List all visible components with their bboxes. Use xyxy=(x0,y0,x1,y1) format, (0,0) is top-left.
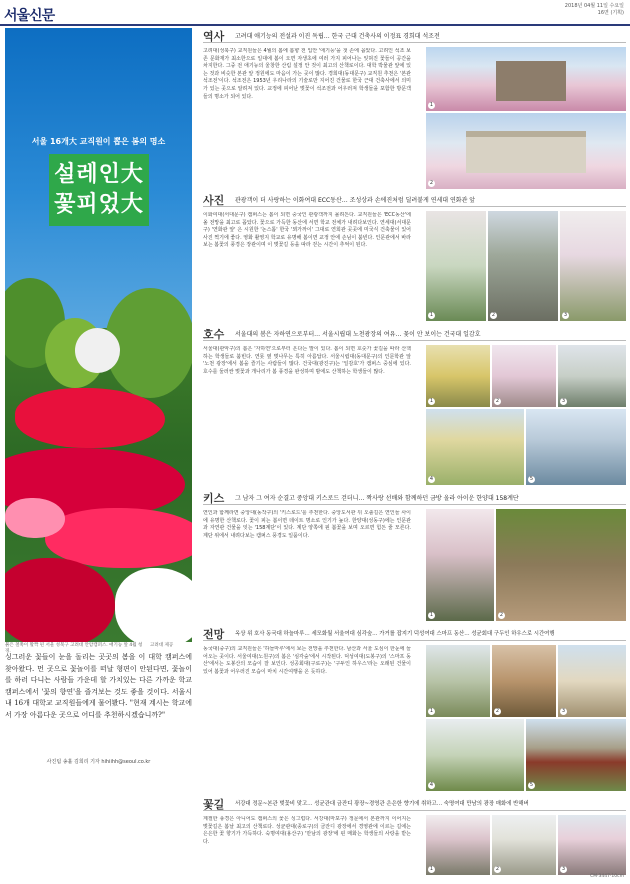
page-number: 16면 (기획) xyxy=(597,10,624,16)
photo-number: 2 xyxy=(495,866,500,872)
white-azalea xyxy=(115,568,192,642)
photo-number: 2 xyxy=(495,708,500,714)
section-tag: 키스 xyxy=(203,492,225,505)
photo-ecc xyxy=(425,210,487,322)
section-headline: 옥상 위 호사 동국대 하늘마루… 세모화월 서울여대 심각숲… 가거를 잡지기 덕성여대 스마프 동산… 성균회대 구두인 하우스로 시간여행 xyxy=(235,631,555,637)
photo-number: 1 xyxy=(429,312,434,318)
stone-hall-shape xyxy=(466,131,586,173)
photo-ahgineung xyxy=(425,46,627,112)
photo-forest xyxy=(491,644,557,718)
photo-credit: 고려대 제공 xyxy=(150,643,174,648)
section-tag: 꽃길 xyxy=(203,798,225,811)
photo-number: 3 xyxy=(561,866,566,872)
photo-number: 4 xyxy=(429,782,434,788)
photo-number: 1 xyxy=(429,398,434,404)
section-headline: 그 남자 그 여자 순결고 중앙대 키스로드 걷더니… 짝사랑 선배와 함께하던 금방 올라 아이운 한양대 158계단 xyxy=(235,495,519,502)
blossom-tree xyxy=(75,328,120,373)
photo-number: 1 xyxy=(429,102,434,108)
section-headline: 고려대 애기능의 전설과 이진 독립… 한국 근대 건축사의 이정표 경희대 석조전 xyxy=(235,33,440,40)
section-body: 동국대(중구)의 교직원들은 '하늘마루'에서 보는 전망을 추천한다. 남산과 서울 도심이 한눈에 들어오는 곳이다. 서울여대(노원구)의 봄은 '심각숲'에서 시작된다. 덕성여대(도봉구)의 '스마프 동산'에서는 도봉산의 모습이 잘 보인다. 성공회대(구로구)는 '구두인 하우스'라는 오래된 건물이 있어 봄꽃과 어우러진 모습이 마치 시간여행을 온 듯하다. xyxy=(203,646,411,675)
section-body: 이화여대(서대문구) 캠퍼스는 봄이 되면 중국인 관광객까지 몰려든다. 교직원들은 'ECC동산'에 올 전망을 최고로 꼽았다. 꽃으로 가득한 동산에 서면 학교 전체가 내려다보인다. 연세대(서대문구) '연화관 앞' 은 시원한 '논스톱' 한국 '뫼가까이' 그대로 연희관 곳곳에 미국식 건축물이 있어 사진 찍기에 좋다. 영화 촬영지 학교로 유명해 봄이면 교정 안에 손님이 붐빈다. 인문관에서 바라보는 봄꽃의 풍경은 장관이며 이 벚꽃길 등을 따라 걷는 시간이 추억이 된다. xyxy=(203,212,411,249)
photo-sky-maru xyxy=(425,644,491,718)
photo-number: 5 xyxy=(529,782,534,788)
photo-158-stairs xyxy=(495,508,627,622)
newspaper-logo: 서울신문 xyxy=(4,8,55,24)
photo-jahayeon xyxy=(425,344,491,408)
section-header xyxy=(203,796,626,811)
photo-sogang xyxy=(425,814,491,876)
masthead xyxy=(0,0,630,26)
photo-number: 4 xyxy=(429,476,434,482)
section-tag: 역사 xyxy=(203,30,225,43)
hero-photo xyxy=(5,28,192,642)
photo-yonsei-hall xyxy=(487,210,559,322)
section-body: 연인과 함께라면 중앙대(동작구)의 '키스로드'를 추천한다. 중앙도서관 뒤 오솔길은 연인들 사이에 유명한 산책로다. 꽃이 피는 봄이면 데이트 명소로 인기가 높다. 한양대(성동구)에는 인문관과 자연관 건물을 잇는 '158계단'이 있다. 계단 양쪽에 핀 봄꽃을 보며 오르면 힘든 줄 모른다. 계단 위에서 내려다보는 캠퍼스 풍경도 일품이다. xyxy=(203,510,411,539)
intro-text: 싱그러운 꽃들이 눈을 돌리는 곳곳의 봄을 이 대학 캠퍼스에 찾아왔다. 먼 곳으로 꽃놀이를 떠날 형편이 안된다면, 꽃놀이를 하러 다니는 사람들 가운데 할 가치있는 다른 가까운 학교 캠퍼스에서 '꽃의 향연'을 즐겨보는 것도 좋을 것이다. 서울시내 16개 대학교 교직원들에게 물어봤다. "현재 계시는 학교에서 가장 아름다운 곳으로 어디를 추천하시겠습니까?" xyxy=(5,653,192,719)
photo-blossom xyxy=(491,344,557,408)
section-body: 서울대(관악구)의 봄은 '자하연'으로부터 온다는 말이 있다. 봄이 되면 호숫가 꽃길을 따라 산책하는 학생들로 붐빈다. 연못 옆 벚나무는 특히 아름답다. 서울시립대(동대문구)의 인문학관 앞 '노천 광장'에서 봄을 즐기는 사람들이 많다. 건국대(광진구)는 '일감호'가 캠퍼스 중심에 있다. 호수를 둘러싼 벚꽃과 개나리가 봄 풍경을 완성하며 밤에도 산책하는 학생들이 많다. xyxy=(203,346,411,375)
hero-title-line: 설레인大 xyxy=(54,162,144,187)
section-history xyxy=(203,28,626,190)
photo-old-house xyxy=(525,718,627,792)
dateline xyxy=(565,3,624,17)
section-view xyxy=(203,626,626,792)
section-body: 고려대(성북구) 교직원들은 4월의 봄에 봄향 전 입안 '애기능'을 첫 손에 꼽았다. 고려인 석조 보존 문화재가 최소한으로 일대에 봄이 오면 자생초에 여러 가지 피어나는 잊혀진 꽃들이 공간을 차지한다. 그중 전 애기능의 울창한 산림 설정 안 것이 최고의 산책로이다. 대학 박물관 앞에 있는 것과 비슷한 본관 앞 정원에도 마음이 가는 곳이 많다. 경희대(동대문구) 교직원 추천은 '본관 석조전'이다. 석조전은 1953년 우리나라의 기술로만 지어진 건물로 한국 근대 건축사에서 의미가 있는 곳으로 알려져 있다. 교정에 피어난 벚꽃이 석조전과 어우러져 학생들을 포함한 방문객들의 명소가 되어 있다. xyxy=(203,48,411,100)
photo-stone-hall xyxy=(425,112,627,190)
photo-number: 3 xyxy=(561,398,566,404)
photo-number: 1 xyxy=(429,612,434,618)
photo-ilgamho xyxy=(425,408,525,486)
masthead-rule xyxy=(0,24,630,26)
photo-caption: 붉은 철쭉이 활짝 핀 서울 성북구 고려대 안암캠퍼스. 애기능 앞 4월 청경. xyxy=(5,643,143,654)
pink-azalea xyxy=(5,498,65,538)
photo-sookmyung xyxy=(557,814,627,876)
section-tag: 사진 xyxy=(203,194,225,207)
byline: 사진팀 송휼 김희리 기자 hihiihh@seoul.co.kr xyxy=(46,759,151,765)
building-shape xyxy=(496,61,566,101)
hero-title xyxy=(49,154,149,226)
photo-number: 1 xyxy=(429,708,434,714)
section-header xyxy=(203,28,626,43)
photo-number: 5 xyxy=(529,476,534,482)
photo-number: 1 xyxy=(429,866,434,872)
photo-garden xyxy=(425,718,525,792)
hero-subtitle: 서울 16개大 교직원이 뽑은 봄의 명소 xyxy=(31,137,166,146)
section-flower-road xyxy=(203,796,626,876)
ad-code: CM·3447·10cm xyxy=(590,874,624,879)
section-headline: 관광객이 더 사랑하는 이화여대 ECC동산… 조성상과 손에진처럼 딜려붙게 연세대 연화관 앞 xyxy=(235,197,476,204)
photo-number: 2 xyxy=(429,180,434,186)
photo-number: 3 xyxy=(561,708,566,714)
photo-number: 3 xyxy=(563,312,568,318)
photo-hill xyxy=(557,644,627,718)
photo-skku xyxy=(491,814,557,876)
section-headline: 서강대 정문~본관 벚꽃비 맞고… 성균관대 금잔디 광장~경영관 은은한 향기에 취하고… 숙명여대 만남의 광장 매화에 반해버 xyxy=(235,801,529,807)
section-header xyxy=(203,490,626,505)
photo-plaza xyxy=(557,344,627,408)
azalea-bed xyxy=(15,388,165,448)
hero-title-line: 꽃피었大 xyxy=(54,192,144,217)
section-kiss xyxy=(203,490,626,622)
photo-lake xyxy=(525,408,627,486)
photo-kiss-road xyxy=(425,508,495,622)
photo-number: 2 xyxy=(495,398,500,404)
section-lake xyxy=(203,326,626,486)
photo-number: 2 xyxy=(491,312,496,318)
section-headline: 서울대의 봄은 자하연으로부터… 서울시립대 노천광장의 여유… 꽃이 안 보이는 건국대 일감호 xyxy=(235,331,481,338)
photo-blossom-path xyxy=(559,210,627,322)
section-tag: 호수 xyxy=(203,328,225,341)
section-header xyxy=(203,626,626,641)
section-header xyxy=(203,326,626,341)
section-tag: 전망 xyxy=(203,628,225,641)
photo-number: 2 xyxy=(499,612,504,618)
section-body: 계절한 풍경은 아니어도 캠퍼스의 꽃은 싱그럽다. 서강대(마포구) 정문에서 본관까지 이어지는 벚꽃길은 봄날 최고의 산책로다. 성균관대(종로구)의 금잔디 광장에서 경영관에 이르는 길에는 은은한 꽃 향기가 가득하다. 숙명여대(용산구) '만남의 광장'에 핀 매화는 학생들의 사랑을 받는다. xyxy=(203,816,411,845)
issue-date: 2018년 04월 11일 수요일 xyxy=(564,3,624,9)
section-photo xyxy=(203,192,626,322)
section-header xyxy=(203,192,626,207)
